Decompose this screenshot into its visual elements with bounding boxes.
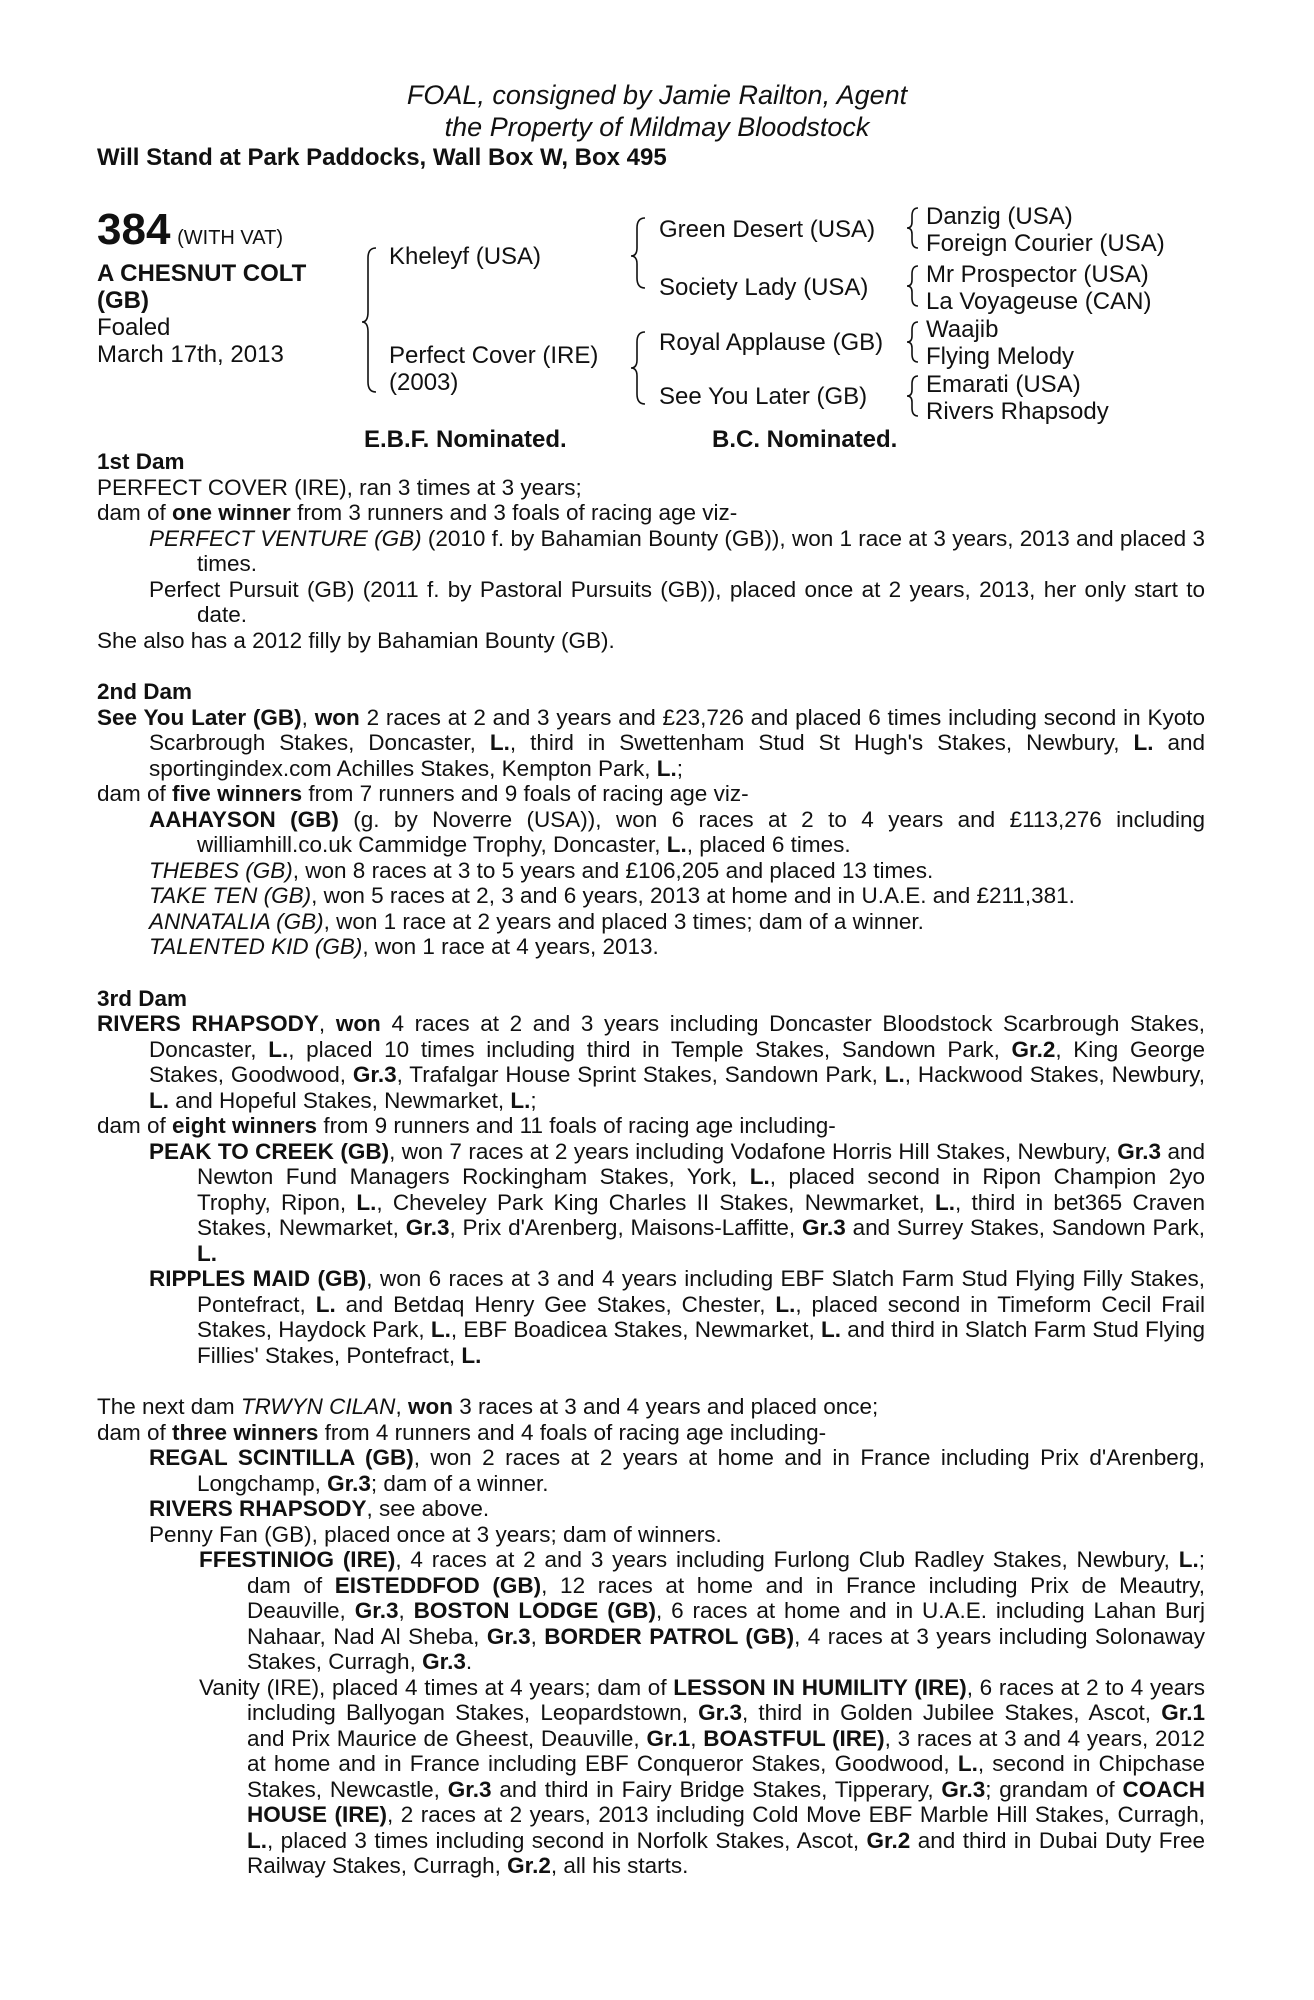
text-run: and third in Fairy Bridge Stakes, Tipperary, [491, 1776, 942, 1802]
pedigree-sire-dam: Society Lady (USA) [659, 274, 869, 301]
text-run: (g. by Noverre (USA)), won 6 races at 2 to 4 years and £113,276 including williamhill.co.uk Cammidge Trophy, Doncaster, [197, 806, 1205, 857]
pedigree-dam-sire: Royal Applause (GB) [659, 329, 884, 356]
text-run: . [465, 1649, 473, 1674]
text-run: dam of [97, 1419, 173, 1445]
text-run: won [407, 1394, 453, 1419]
catalogue-body [97, 449, 1205, 1879]
second-dam-section [97, 679, 1205, 960]
text-run: , [301, 704, 315, 730]
third-dam-heading: 3rd Dam [97, 985, 188, 1011]
first-dam-offspring-1 [97, 526, 1205, 577]
next-dam-offspring-2 [97, 1496, 1205, 1522]
text-run: dam of [97, 1113, 173, 1138]
text-run: , 2 races at 2 years, 2013 including Cold Move EBF Marble Hill Stakes, Curragh, [387, 1802, 1205, 1827]
spacer [97, 960, 1205, 986]
third-dam-section [97, 986, 1205, 1369]
first-dam-line-1: PERFECT COVER (IRE), ran 3 times at 3 years; [97, 474, 582, 500]
text-run: Gr.3 [422, 1649, 466, 1674]
text-run: Gr.3 [352, 1062, 397, 1087]
text-run: , [395, 1394, 408, 1419]
bc-nominated: B.C. Nominated. [712, 426, 898, 453]
pedigree-ss-sire: Danzig (USA) [926, 203, 1073, 230]
text-run: , [690, 1725, 704, 1751]
text-run: LESSON IN HUMILITY (IRE) [673, 1674, 967, 1700]
pedigree-ds-sire: Waajib [926, 316, 999, 343]
text-run: TALENTED KID (GB) [149, 934, 363, 959]
text-run: , third in bet365 Craven Stakes, Newmarket, [197, 1189, 1205, 1240]
text-run: , Hackwood Stakes, Newbury, [904, 1062, 1205, 1087]
text-run: Gr.2 [1011, 1036, 1056, 1062]
pedigree-dd-dam: Rivers Rhapsody [926, 398, 1109, 425]
text-run: Gr.3 [698, 1700, 742, 1725]
text-run: Vanity (IRE), placed 4 times at 4 years; dam of [199, 1674, 674, 1700]
text-run: , all his starts. [550, 1853, 689, 1878]
text-run: won [314, 704, 360, 730]
text-run: 3 races at 3 and 4 years and placed once; [452, 1394, 879, 1419]
second-dam-offspring-1 [97, 807, 1205, 858]
text-run: won [335, 1011, 381, 1036]
text-run: L. [935, 1189, 955, 1215]
text-run: , second in Chipchase Stakes, Newcastle, [247, 1751, 1205, 1802]
text-run: from 3 runners and 3 foals of racing age viz- [290, 500, 738, 525]
pedigree-ss-dam: Foreign Courier (USA) [926, 230, 1165, 257]
text-run: Gr.3 [447, 1776, 492, 1802]
text-run: L. [197, 1240, 217, 1266]
text-run: Gr.2 [507, 1853, 551, 1878]
second-dam-offspring-2 [97, 858, 1205, 884]
foaled-label: Foaled [97, 314, 171, 341]
text-run: from 4 runners and 4 foals of racing age including- [318, 1419, 827, 1445]
text-run: ; dam of [247, 1547, 1205, 1598]
text-run: and Hopeful Stakes, Newmarket, [169, 1087, 511, 1113]
text-run: FFESTINIOG (IRE) [199, 1547, 396, 1572]
header-line-2: the Property of Mildmay Bloodstock [444, 112, 870, 142]
pedigree-dam: Perfect Cover (IRE) [389, 342, 599, 369]
text-run: ; grandam of [985, 1776, 1123, 1802]
text-run: Gr.1 [646, 1725, 691, 1751]
next-dam-offspring-1 [97, 1445, 1205, 1496]
text-run: ; dam of a winner. [370, 1470, 549, 1496]
text-run: , see above. [366, 1496, 490, 1521]
text-run: PEAK TO CREEK (GB) [149, 1138, 390, 1164]
text-run: , 12 races at home and in France including Prix de Meautry, Deauville, [247, 1572, 1205, 1623]
text-run: 2 races at 2 and 3 years and £23,726 and placed 6 times including second in Kyoto Scarbrough Stakes, Doncaster, [149, 704, 1205, 755]
text-run: BORDER PATROL (GB) [544, 1623, 795, 1649]
text-run: , won 8 races at 3 to 5 years and £106,205 and placed 13 times. [292, 857, 934, 883]
text-run: and Prix Maurice de Gheest, Deauville, [247, 1725, 647, 1751]
text-run: , 4 races at 3 years including Solonaway Stakes, Curragh, [247, 1623, 1205, 1674]
third-dam-offspring-1 [97, 1139, 1205, 1267]
next-dam-grandoffspring-1 [97, 1547, 1205, 1675]
text-run: , placed 6 times. [686, 832, 851, 857]
text-run: , placed 3 times including second in Norfolk Stakes, Ascot, [267, 1827, 867, 1853]
pedigree-ds-dam: Flying Melody [926, 343, 1075, 370]
text-run: L. [884, 1062, 905, 1087]
pedigree-sire-sire: Green Desert (USA) [659, 216, 876, 243]
text-run: from 7 runners and 9 foals of racing age viz- [302, 781, 749, 806]
text-run: L. [1133, 730, 1154, 755]
text-run: , won 2 races at 2 years at home and in France including Prix d'Arenberg, Longchamp, [197, 1445, 1206, 1496]
text-run: THEBES (GB) [149, 857, 293, 883]
text-run: Gr.3 [941, 1776, 986, 1802]
text-run: , 6 races at home and in U.A.E. including Lahan Burj Nahaar, Nad Al Sheba, [247, 1598, 1205, 1649]
lot-number: 384 [97, 205, 171, 254]
text-run: Gr.3 [327, 1470, 371, 1496]
next-dam-section [97, 1394, 1205, 1879]
text-run: , [530, 1623, 545, 1649]
next-dam-record [97, 1394, 1205, 1420]
pedigree-sd-dam: La Voyageuse (CAN) [926, 288, 1152, 315]
text-run: ; [530, 1087, 537, 1113]
third-dam-record [97, 1011, 1205, 1113]
text-run: L. [666, 832, 687, 857]
text-run: L. [957, 1751, 978, 1776]
second-dam-offspring-3 [97, 883, 1205, 909]
second-dam-offspring-4 [97, 909, 1205, 935]
text-run: , King George Stakes, Goodwood, [149, 1036, 1205, 1087]
text-run: Gr.3 [1117, 1138, 1162, 1164]
text-run: , 4 races at 2 and 3 years including Furlong Club Radley Stakes, Newbury, [395, 1547, 1179, 1572]
text-run: , [398, 1598, 414, 1623]
next-dam-offspring-3: Penny Fan (GB), placed once at 3 years; dam of winners. [149, 1521, 722, 1547]
text-run: and third in Slatch Farm Stud Flying Fillies' Stakes, Pontefract, [197, 1317, 1205, 1368]
ebf-nominated: E.B.F. Nominated. [364, 426, 567, 453]
text-run: , [318, 1011, 336, 1036]
pedigree-dd-sire: Emarati (USA) [926, 371, 1081, 398]
text-run: , Prix d'Arenberg, Maisons-Laffitte, [449, 1215, 802, 1240]
text-run: , won 1 race at 4 years, 2013. [362, 934, 659, 959]
text-run: L. [356, 1189, 377, 1215]
text-run: , 6 races at 2 to 4 years including Ballyogan Stakes, Leopardstown, [247, 1674, 1206, 1725]
text-run: TAKE TEN (GB) [149, 883, 312, 908]
text-run: (2010 f. by Bahamian Bounty (GB)), won 1 race at 3 years, 2013 and placed 3 times. [197, 525, 1205, 576]
lot-description-1: A CHESNUT COLT [97, 260, 307, 287]
pedigree-dam-year: (2003) [389, 369, 459, 396]
text-run: RIVERS RHAPSODY [149, 1496, 367, 1521]
text-run: , EBF Boadicea Stakes, Newmarket, [450, 1317, 822, 1342]
text-run: eight winners [172, 1113, 318, 1138]
text-run: , placed 10 times including third in Temple Stakes, Sandown Park, [288, 1036, 1012, 1062]
text-run: dam of [97, 781, 173, 806]
third-dam-offspring-2 [97, 1266, 1205, 1368]
text-run: RIPPLES MAID (GB) [149, 1266, 367, 1291]
first-dam-offspring-2: Perfect Pursuit (GB) (2011 f. by Pastoral Pursuits (GB)), placed once at 2 years, 2013, her only start to date. [149, 576, 1205, 627]
second-dam-offspring-5 [97, 934, 1205, 960]
text-run: , won 7 races at 2 years including Vodafone Horris Hill Stakes, Newbury, [389, 1138, 1118, 1164]
pedigree-dam-dam: See You Later (GB) [659, 383, 868, 410]
text-run: and Newton Fund Managers Rockingham Stakes, York, [197, 1138, 1205, 1189]
first-dam-section [97, 449, 1205, 653]
vat-label: (WITH VAT) [177, 227, 283, 249]
pedigree-sire: Kheleyf (USA) [389, 243, 542, 270]
second-dam-record [97, 705, 1205, 782]
next-dam-grandoffspring-2 [97, 1675, 1205, 1879]
first-dam-heading: 1st Dam [97, 449, 185, 474]
text-run: L. [749, 1164, 770, 1189]
text-run: , 3 races at 3 and 4 years, 2012 at home and in France including EBF Conqueror Stakes, Goodwood, [247, 1725, 1205, 1776]
text-run: three winners [172, 1419, 319, 1445]
spacer [97, 653, 1205, 679]
text-run: REGAL SCINTILLA (GB) [149, 1445, 414, 1470]
text-run: BOSTON LODGE (GB) [413, 1598, 656, 1623]
text-run: ; [676, 755, 684, 781]
first-dam-line-2 [97, 500, 1205, 526]
lot-description-2: (GB) [97, 287, 149, 314]
header-line-1: FOAL, consigned by Jamie Railton, Agent [406, 80, 908, 110]
text-run: RIVERS RHAPSODY [97, 1011, 319, 1036]
text-run: 4 races at 2 and 3 years including Doncaster Bloodstock Scarbrough Stakes, Doncaster, [149, 1011, 1205, 1062]
text-run: and sportingindex.com Achilles Stakes, Kempton Park, [149, 730, 1205, 781]
second-dam-heading: 2nd Dam [97, 679, 193, 704]
text-run: from 9 runners and 11 foals of racing age including- [317, 1113, 836, 1138]
text-run: The next dam [97, 1394, 241, 1419]
text-run: Gr.1 [1161, 1700, 1206, 1725]
second-dam-produce [97, 781, 1205, 807]
pedigree-sd-sire: Mr Prospector (USA) [926, 261, 1149, 288]
text-run: EISTEDDFOD (GB) [334, 1572, 542, 1598]
text-run: L. [430, 1317, 451, 1342]
text-run: L. [489, 730, 510, 755]
text-run: five winners [172, 781, 303, 806]
text-run: L. [510, 1087, 531, 1113]
text-run: L. [821, 1317, 842, 1342]
third-dam-produce [97, 1113, 1205, 1139]
text-run: and third in Dubai Duty Free Railway Stakes, Curragh, [247, 1827, 1205, 1878]
text-run: L. [268, 1036, 289, 1062]
text-run: , won 6 races at 3 and 4 years including EBF Slatch Farm Stud Flying Filly Stakes, Pontefract, [197, 1266, 1205, 1317]
text-run: and Surrey Stakes, Sandown Park, [845, 1215, 1205, 1240]
text-run: , placed second in Timeform Cecil Frail Stakes, Haydock Park, [197, 1291, 1205, 1342]
foaled-date: March 17th, 2013 [97, 341, 284, 368]
header-line-3: Will Stand at Park Paddocks, Wall Box W, Box 495 [97, 144, 667, 171]
text-run: L. [315, 1291, 336, 1317]
text-run: AAHAYSON (GB) [149, 806, 339, 832]
text-run: , placed second in Ripon Champion 2yo Trophy, Ripon, [197, 1164, 1205, 1215]
spacer [97, 1368, 1205, 1394]
text-run: , third in Golden Jubilee Stakes, Ascot, [741, 1700, 1162, 1725]
text-run: dam of [97, 500, 173, 525]
first-dam-line-3: She also has a 2012 filly by Bahamian Bounty (GB). [97, 627, 615, 653]
text-run: L. [247, 1827, 267, 1853]
text-run: one winner [172, 500, 291, 525]
text-run: , won 1 race at 2 years and placed 3 times; dam of a winner. [323, 908, 924, 934]
text-run: , won 5 races at 2, 3 and 6 years, 2013 at home and in U.A.E. and £211,381. [311, 883, 1075, 908]
next-dam-produce [97, 1420, 1205, 1446]
text-run: L. [656, 755, 677, 781]
text-run: L. [461, 1342, 482, 1368]
text-run: BOASTFUL (IRE) [703, 1725, 885, 1751]
text-run: TRWYN CILAN [240, 1394, 396, 1419]
text-run: and Betdaq Henry Gee Stakes, Chester, [335, 1291, 776, 1317]
text-run: , Cheveley Park King Charles II Stakes, Newmarket, [376, 1189, 935, 1215]
text-run: Gr.3 [801, 1215, 846, 1240]
text-run: L. [1178, 1547, 1199, 1572]
text-run: L. [775, 1291, 796, 1317]
text-run: PERFECT VENTURE (GB) [149, 525, 422, 551]
text-run: Gr.3 [486, 1623, 531, 1649]
text-run: , third in Swettenham Stud St Hugh's Stakes, Newbury, [509, 730, 1134, 755]
text-run: Gr.3 [405, 1215, 450, 1240]
text-run: , Trafalgar House Sprint Stakes, Sandown Park, [396, 1062, 885, 1087]
text-run: ANNATALIA (GB) [149, 908, 324, 934]
text-run: L. [149, 1087, 169, 1113]
text-run: COACH HOUSE (IRE) [247, 1776, 1206, 1827]
text-run: See You Later (GB) [97, 704, 302, 730]
text-run: Gr.3 [354, 1598, 399, 1623]
text-run: Gr.2 [866, 1827, 911, 1853]
